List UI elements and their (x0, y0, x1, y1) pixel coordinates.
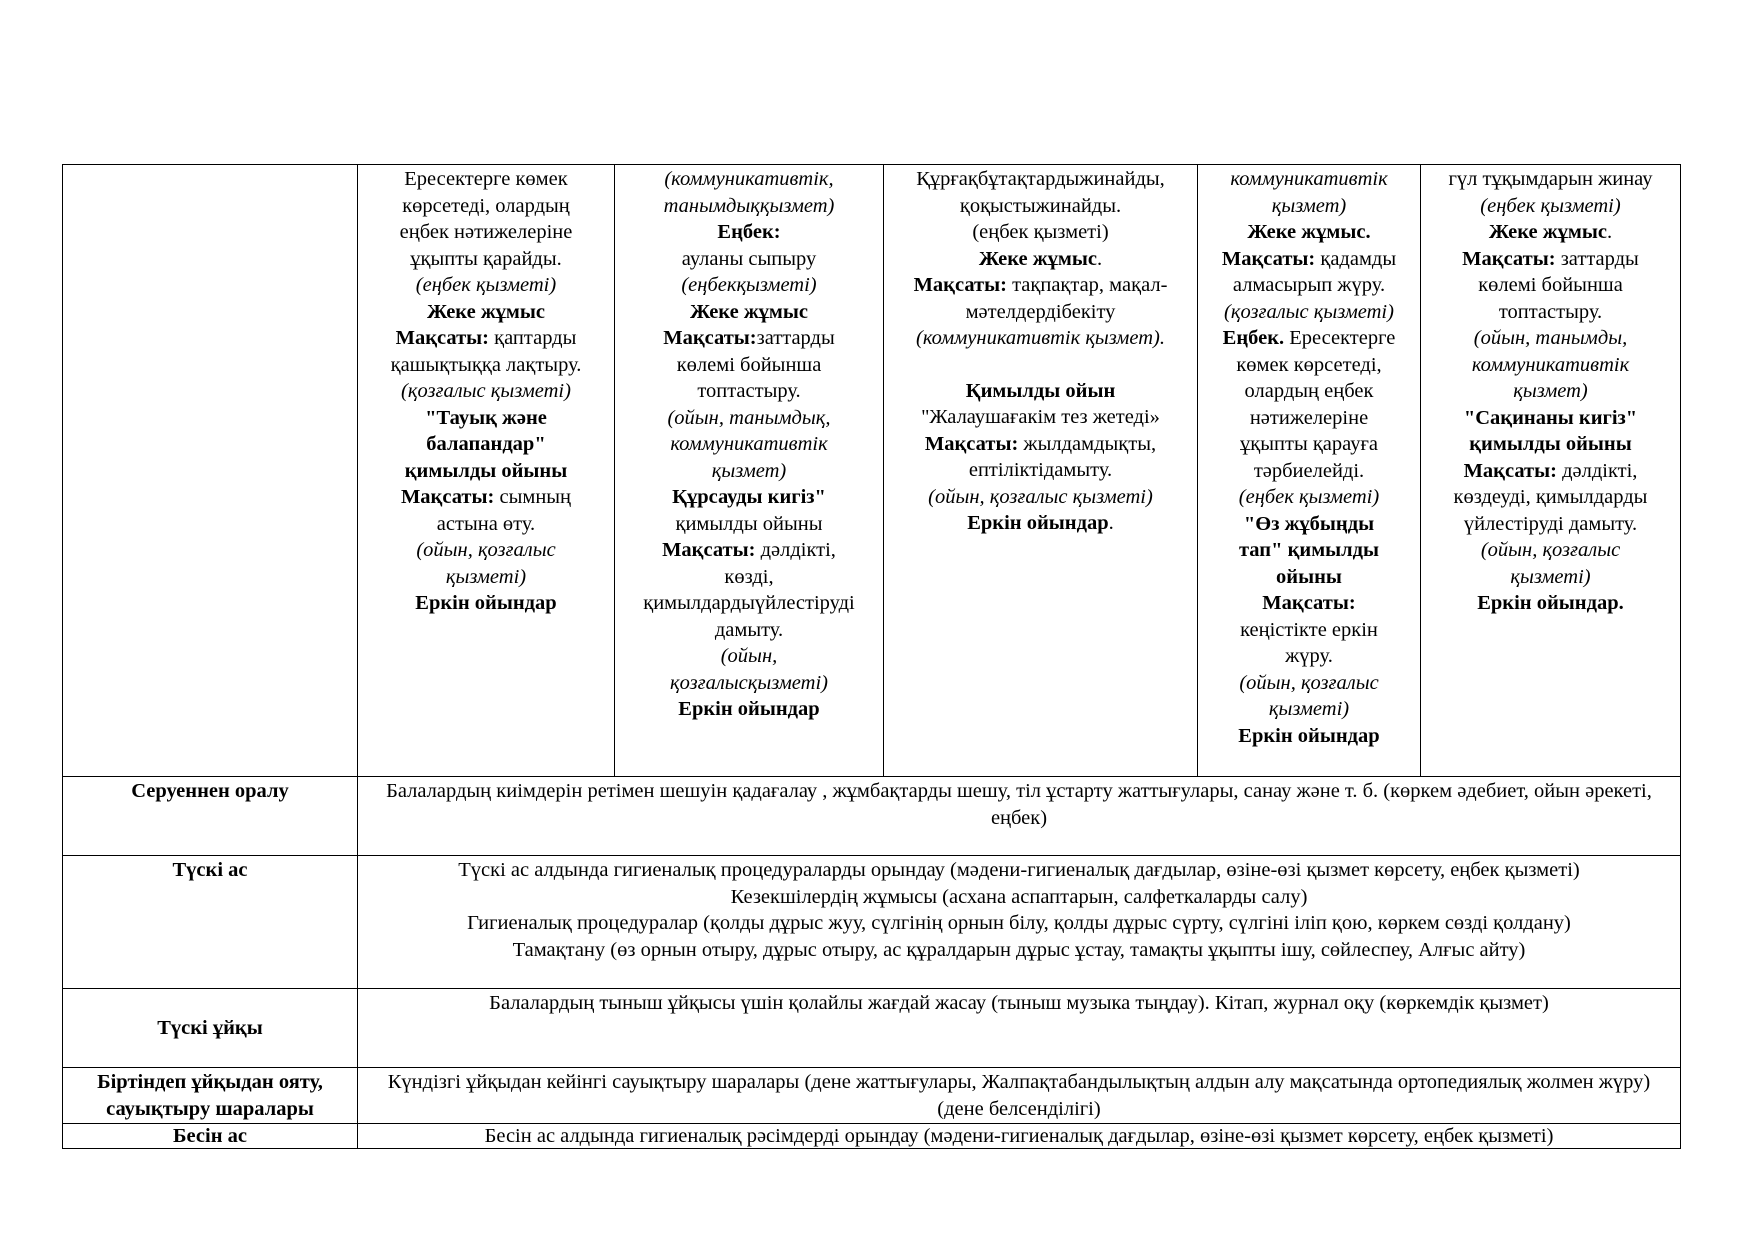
walk-return-row (63, 777, 1681, 856)
activity-line: ауланы сыпыру (681, 247, 817, 270)
lunch-line: Тамақтану (өз орнын отыру, дұрыс отыру, ас құралдарын дұрыс ұстау, тамақты ұқыпты ішу, сөйлеспеу, Алғыс айту) (512, 938, 1526, 961)
activity-line: үйлестіруді дамыту. (1463, 512, 1638, 535)
activity-line (621, 325, 877, 352)
activity-line: (еңбек қызметі) (415, 274, 557, 296)
activity-line: гүл тұқымдарын жинау (1448, 168, 1653, 190)
activity-line: "Өз жұбыңды (1243, 512, 1375, 535)
activity-text: дәлдікті, (1556, 459, 1638, 482)
activity-line: қызмет) (711, 459, 787, 482)
wake-label-line: сауықтыру шаралары (106, 1097, 314, 1120)
activity-line: қимылды ойыны (1469, 433, 1632, 455)
activity-line: олардың еңбек (1244, 380, 1374, 402)
lunch-label: Түскі ас (63, 856, 358, 989)
activity-line: көзді, (724, 565, 774, 588)
activity-line: қашықтыққа лақтыру. (390, 353, 582, 376)
activity-line (1427, 219, 1674, 246)
activity-line: Қимылды ойын (965, 379, 1116, 402)
activities-row (63, 165, 1681, 777)
activity-text: Мақсаты: (1462, 247, 1556, 270)
lunch-text (358, 856, 1681, 989)
activity-line: (ойын, танымдық, (667, 406, 831, 429)
activity-line (890, 510, 1191, 537)
activity-text: Мақсаты: (924, 432, 1019, 455)
activity-line: коммуникативтік (670, 433, 828, 455)
activity-line: қимылдардыүйлестіруді (643, 592, 855, 614)
wake-label-line: Біртіндеп ұйқыдан ояту, (97, 1071, 323, 1093)
activity-line (890, 431, 1191, 458)
activity-text: Еркін ойындар (967, 512, 1109, 534)
activity-text: тақпақтар, мақал- (1006, 274, 1168, 296)
activity-line: (еңбек қызметі) (972, 221, 1109, 243)
activity-line (890, 272, 1191, 299)
activity-line (1427, 246, 1674, 273)
walk-return-text: Балалардың киімдерін ретімен шешуін қадағалау , жұмбақтарды шешу, тіл ұстарту жаттығулары, санау және т. б. (көркем әдебиет, ойын әрекеті, еңбек) (358, 777, 1681, 856)
activity-line: еңбек нәтижелеріне (399, 221, 573, 243)
activity-line (1427, 458, 1674, 485)
activity-line: танымдыққызмет) (663, 194, 835, 217)
activity-text: . (1096, 247, 1103, 270)
activity-line: Жеке жұмыс. (1247, 221, 1371, 243)
lunch-line: Кезекшілердің жұмысы (асхана аспаптарын, салфеткаларды салу) (730, 885, 1308, 908)
activity-text: дәлдікті, (755, 539, 836, 561)
activity-line: Еркін ойындар. (1477, 592, 1624, 614)
activity-line: "Жалаушағакім тез жетеді» (921, 406, 1160, 428)
activity-line: қызметі) (445, 565, 527, 588)
snack-text: Бесін ас алдында гигиеналық рәсімдерді орындау (мәдени-гигиеналық дағдылар, өзіне-өзі қызмет көрсету, еңбек қызметі) (358, 1124, 1681, 1149)
activity-column-3 (884, 165, 1198, 777)
activity-line: көлемі бойынша (676, 353, 822, 376)
daily-plan-table (62, 164, 1681, 1149)
activity-line: ұқыпты қарайды. (410, 247, 562, 270)
activity-line: балапандар" (426, 433, 546, 455)
activity-text: заттарды (1555, 247, 1639, 270)
activity-text: заттарды (756, 327, 835, 349)
activity-line: (ойын, танымды, (1473, 327, 1628, 349)
activity-line: "Сақинаны кигіз" (1463, 406, 1638, 429)
activity-line: алмасырып жүру. (1232, 274, 1386, 296)
activity-line: Еңбек: (717, 221, 781, 243)
activity-line: "Тауық және (425, 406, 547, 429)
activity-text: сымның (494, 486, 572, 508)
activity-text: Ересектерге (1284, 327, 1396, 349)
activity-line: (ойын, қозғалыс (416, 539, 556, 561)
wake-text: Күндізгі ұйқыдан кейінгі сауықтыру шаралары (дене жаттығулары, Жалпақтабандылықтың алдын алу мақсатында ортопедиялық жолмен жүру) (дене белсенділігі) (358, 1068, 1681, 1124)
activity-line: ептіліктідамыту. (968, 459, 1113, 481)
activity-line: қоқыстыжинайды. (959, 194, 1122, 217)
activity-line: Құрсауды кигіз" (672, 486, 826, 508)
activity-column-2 (615, 165, 884, 777)
snack-label: Бесін ас (63, 1124, 358, 1149)
lunch-line: Гигиеналық процедуралар (қолды дұрыс жуу, сүлгінің орнын білу, қолды дұрыс сүрту, сүлгіні іліп қою, көркем сөзді қолдану) (467, 912, 1571, 934)
activity-line: қимылды ойыны (675, 512, 823, 535)
wake-label (63, 1068, 358, 1124)
activity-line: астына өту. (436, 512, 536, 535)
activity-text: Еңбек. (1222, 327, 1285, 349)
activity-line: қозғалысқызметі) (670, 671, 828, 694)
activity-line (890, 246, 1191, 273)
activity-line: қызметі) (1268, 698, 1350, 720)
activity-line: Еркін ойындар (678, 698, 820, 720)
activity-column-5 (1421, 165, 1681, 777)
lunch-row (63, 856, 1681, 989)
activity-line: топтастыру. (1498, 300, 1603, 323)
activity-line (1204, 246, 1414, 273)
activity-line: Еркін ойындар (415, 592, 557, 614)
activity-line: (ойын, (720, 645, 778, 667)
activity-line: (ойын, қозғалыс (1239, 671, 1379, 694)
activity-line: коммуникативтік (1471, 353, 1630, 376)
activity-column-1 (358, 165, 615, 777)
activity-text: жылдамдықты, (1018, 432, 1157, 455)
activity-text: . (1108, 512, 1114, 534)
activity-line: (ойын, қозғалыс (1480, 539, 1621, 561)
activity-line: қимылды ойыны (404, 459, 568, 482)
activity-line: жүру. (1285, 645, 1333, 667)
activity-line (621, 537, 877, 564)
activity-line: (еңбек қызметі) (1480, 194, 1621, 217)
activity-line: Еркін ойындар (1238, 724, 1380, 747)
activity-line: көздеуді, қимылдарды (1453, 486, 1648, 508)
activity-line: топтастыру. (697, 380, 801, 402)
activity-line: Ересектерге көмек (404, 168, 568, 190)
activity-text: Мақсаты: (662, 539, 756, 561)
activity-line: көлемі бойынша (1478, 274, 1623, 296)
activity-line: ойыны (1276, 565, 1342, 588)
activity-line: Жеке жұмыс (426, 300, 546, 323)
activity-text: қаптарды (489, 327, 577, 349)
activity-line: мәтелдердібекіту (965, 300, 1116, 323)
activity-column-4 (1198, 165, 1421, 777)
activity-text: Мақсаты: (1463, 459, 1557, 482)
activity-line (1204, 325, 1414, 352)
activity-line: Құрғақбұтақтардыжинайды, (916, 168, 1165, 190)
activity-line: кеңістікте еркін (1240, 618, 1378, 641)
lunch-line: Түскі ас алдында гигиеналық процедураларды орындау (мәдени-гигиеналық дағдылар, өзіне-өзі қызмет көрсету, еңбек қызметі) (458, 859, 1580, 881)
activity-line: тәрбиелейді. (1253, 459, 1365, 482)
activity-line: көрсетеді, олардың (402, 194, 570, 217)
activity-text: Мақсаты: (400, 486, 495, 508)
activity-line: (еңбек қызметі) (1238, 486, 1380, 508)
activity-line: дамыту. (714, 618, 784, 641)
nap-row (63, 989, 1681, 1068)
activity-line: қызметі) (1510, 565, 1591, 588)
activity-line: (еңбекқызметі) (681, 274, 817, 296)
activity-text: Мақсаты: (1221, 247, 1316, 270)
activity-line: (қозғалыс қызметі) (1224, 300, 1394, 323)
nap-text: Балалардың тыныш ұйқысы үшін қолайлы жағдай жасау (тыныш музыка тыңдау). Кітап, журнал оқу (көркемдік қызмет) (358, 989, 1681, 1068)
activity-line: көмек көрсетеді, (1236, 353, 1382, 376)
activity-line: ұқыпты қарауға (1240, 433, 1378, 455)
snack-row (63, 1124, 1681, 1149)
activity-line: (коммуникативтік қызмет). (916, 327, 1165, 349)
activity-line: (коммуникативтік, (664, 168, 834, 190)
activity-line (364, 325, 608, 352)
activity-line (364, 484, 608, 511)
activity-line: (қозғалыс қызметі) (401, 380, 571, 402)
activity-line: тап" қимылды (1238, 539, 1380, 561)
activity-text: қадамды (1315, 247, 1397, 270)
wake-row (63, 1068, 1681, 1124)
nap-label: Түскі ұйқы (63, 989, 358, 1068)
activity-line: Мақсаты: (1262, 592, 1356, 614)
activity-text: Жеке жұмыс (978, 247, 1097, 270)
activity-text: Мақсаты: (395, 327, 489, 349)
activity-line: (ойын, қозғалыс қызметі) (928, 485, 1153, 508)
activity-line: қызмет) (1513, 380, 1588, 402)
activity-text: Мақсаты: (663, 327, 757, 349)
activity-text: . (1606, 221, 1613, 243)
activity-text: Жеке жұмыс (1488, 221, 1607, 243)
activity-line: коммуникативтік (1230, 168, 1388, 190)
spacer (890, 352, 1191, 378)
walk-return-label: Серуеннен оралу (63, 777, 358, 856)
activity-line: Жеке жұмыс (689, 300, 809, 323)
activity-text: Мақсаты: (913, 274, 1007, 296)
activity-line: қызмет) (1271, 194, 1347, 217)
activity-line: нәтижелеріне (1249, 406, 1369, 429)
empty-label-cell (63, 165, 358, 777)
